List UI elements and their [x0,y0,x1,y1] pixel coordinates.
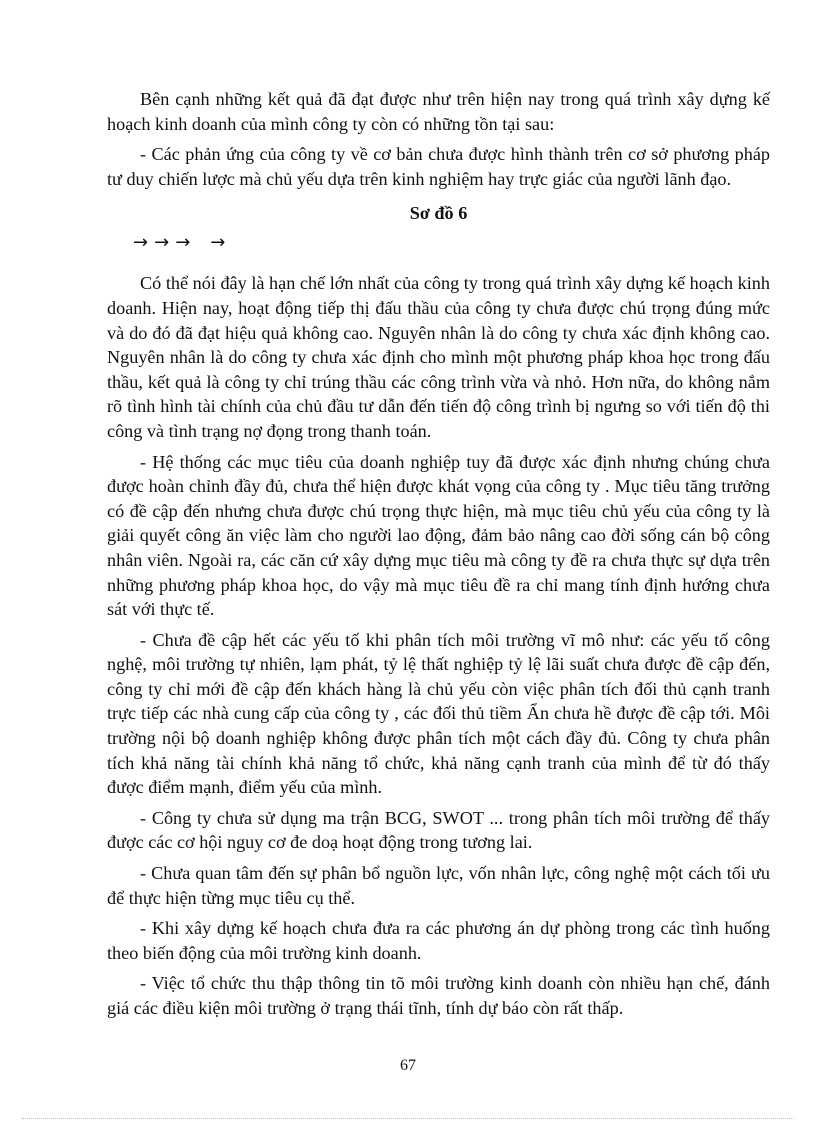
paragraph-contingency: - Khi xây dựng kế hoạch chưa đưa ra các phương án dự phòng trong các tình huống theo biến động của môi trường kinh doanh. [107,918,770,963]
diagram-title: Sơ đồ 6 [409,203,468,224]
paragraph-resource-allocation: - Chưa quan tâm đến sự phân bổ nguồn lực, vốn nhân lực, công nghệ một cách tối ưu để thực hiện từng mục tiêu cụ thể. [107,863,770,908]
right-arrow-icon: → [133,232,151,254]
page-number: 67 [400,1057,416,1074]
page-bottom-divider [22,1118,794,1119]
paragraph-bidding-limitation: Có thể nói đây là hạn chế lớn nhất của công ty trong quá trình xây dựng kế hoạch kinh doanh. Hiện nay, hoạt động tiếp thị đấu thầu của công ty chưa được chú trọng đúng mức và do đó đã đạt hiệu quả không cao. Nguyên nhân là do công ty chưa xác định không cao. Nguyên nhân là do công ty chưa xác định cho mình một phương pháp khoa học trong đấu thầu, kết quả là công ty chỉ trúng thầu các công trình vừa và nhỏ. Hơn nữa, do không nắm rõ tình hình tài chính của chủ đầu tư dẫn đến tiến độ công trình bị ngưng so với tiến độ thi công và tình trạng nợ đọng trong thanh toán. [107,273,770,441]
document-body [107,87,770,1027]
right-arrow-icon: → [154,232,172,254]
paragraph-macro-environment: - Chưa đề cập hết các yếu tố khi phân tích môi trường vĩ mô như: các yếu tố công nghệ, môi trường tự nhiên, lạm phát, tỷ lệ thất nghiệp tỷ lệ lãi suất chưa được đề cập đến, công ty chỉ mới đề cập đến khách hàng là chủ yếu còn việc phân tích đối thủ cạnh tranh trực tiếp các nhà cung cấp của công ty , các đối thủ tiềm Ẩn chưa hề được đề cập tới. Môi trường nội bộ doanh nghiệp không được phân tích một cách đầy đủ. Công ty chưa phân tích khả năng tài chính khả năng tổ chức, khả năng cạnh tranh của mình để từ đó thấy được điểm mạnh, điểm yếu của mình. [107,629,770,798]
paragraph-information-gathering: - Việc tổ chức thu thập thông tin tõ môi trường kinh doanh còn nhiều hạn chế, đánh giá các điều kiện môi trường ở trạng thái tĩnh, tính dự báo còn rất thấp. [107,973,770,1018]
paragraph-bcg-swot: - Công ty chưa sử dụng ma trận BCG, SWOT ... trong phân tích môi trường để thấy được các cơ hội nguy cơ đe doạ hoạt động trong tương lai. [107,807,770,853]
paragraph-intro: Bên cạnh những kết quả đã đạt được như trên hiện nay trong quá trình xây dựng kế hoạch kinh doanh của mình công ty còn có những tồn tại sau: [107,89,770,134]
diagram-arrows [133,231,770,255]
right-arrow-icon: → [175,232,193,254]
paragraph-strategic-thinking: - Các phản ứng của công ty về cơ bản chưa được hình thành trên cơ sở phương pháp tư duy chiến lược mà chủ yếu dựa trên kinh nghiệm hay trực giác của người lãnh đạo. [107,144,770,189]
paragraph-objectives: - Hệ thống các mục tiêu của doanh nghiệp tuy đã được xác định nhưng chúng chưa được hoàn chỉnh đầy đủ, chưa thể hiện được khát vọng của công ty . Mục tiêu tăng trưởng có đề cập đến nhưng chưa được chú trọng thực hiện, mà mục tiêu chủ yếu của công ty là giải quyết công ăn việc làm cho người lao động, đảm bảo nâng cao đời sống cán bộ công nhân viên. Ngoài ra, các căn cứ xây dựng mục tiêu mà công ty đề ra chưa thực sự dựa trên những phương pháp khoa học, do vậy mà mục tiêu đề ra chỉ mang tính định hướng chưa sát với thực tế. [107,451,770,620]
right-arrow-icon: → [210,232,228,254]
